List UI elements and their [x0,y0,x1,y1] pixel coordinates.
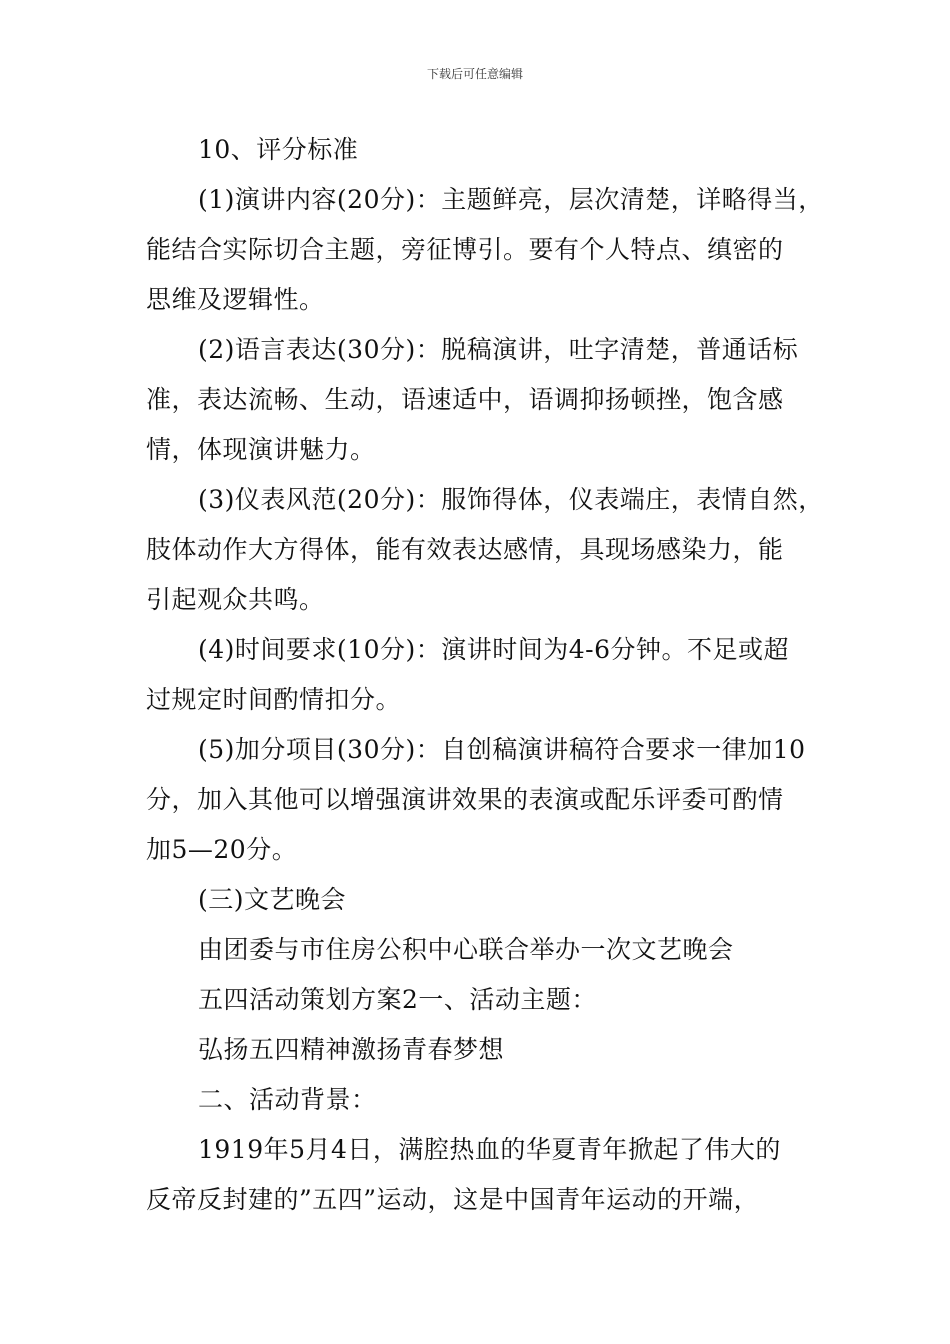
page-header: 下载后可任意编辑 [426,67,523,81]
text-line: 弘扬五四精神激扬青春梦想 [198,1035,505,1064]
text-line: 过规定时间酌情扣分。 [146,685,402,714]
text-line: 情，体现演讲魅力。 [146,435,376,464]
text-line: (2)语言表达(30分)：脱稿演讲，吐字清楚，普通话标 [198,335,799,364]
text-line: 由团委与市住房公积中心联合举办一次文艺晚会 [198,935,734,964]
text-line: 思维及逻辑性。 [146,285,325,314]
text-line: 肢体动作大方得体，能有效表达感情，具现场感染力，能 [146,535,784,564]
text-line: 1919年5月4日，满腔热血的华夏青年掀起了伟大的 [198,1135,781,1164]
text-line: 二、活动背景： [198,1085,377,1114]
text-line: 准，表达流畅、生动，语速适中，语调抑扬顿挫，饱含感 [146,385,784,414]
text-line: (4)时间要求(10分)：演讲时间为4-6分钟。不足或超 [198,635,789,664]
text-line: (1)演讲内容(20分)：主题鲜亮，层次清楚，详略得当， [198,185,824,214]
text-line: 五四活动策划方案2一、活动主题： [198,985,597,1014]
text-line: (5)加分项目(30分)：自创稿演讲稿符合要求一律加10 [198,735,806,764]
text-line: (三)文艺晚会 [198,885,347,914]
document-body [146,125,826,1225]
text-line: 反帝反封建的”五四”运动，这是中国青年运动的开端， [146,1185,760,1214]
text-line: (3)仪表风范(20分)：服饰得体，仪表端庄，表情自然， [198,485,824,514]
text-line: 分，加入其他可以增强演讲效果的表演或配乐评委可酌情 [146,785,784,814]
text-line: 引起观众共鸣。 [146,585,325,614]
text-line: 能结合实际切合主题，旁征博引。要有个人特点、缜密的 [146,235,784,264]
text-line: 加5—20分。 [146,835,298,864]
text-line: 10、评分标准 [198,135,359,164]
